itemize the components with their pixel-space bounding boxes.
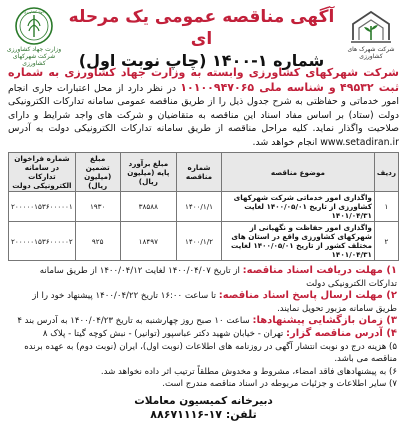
cell-row: ۱: [374, 192, 398, 222]
col-number: شماره مناقصه: [177, 153, 222, 192]
col-subject: موضوع مناقصه: [221, 153, 374, 192]
intro-body: در نظر دارد از محل اعتبارات جاری انجام امور خدماتی و حفاظتی به شرح جدول ذیل را از طریق مناقصه عمومی سامانه تدارکات الکترونیکی دولت (ستاد) بر اساس مفاد اسناد این مناقصه به متقاضیان و شرکت های واجد شرایط و دارای صلاحیت واگذار نماید. کلیه مراحل مناقصه از طریق سامانه تدارکات الکترونیکی دولت به آدرس www.setadiran.ir انجام خواهد شد.: [8, 82, 399, 148]
cell-row: ۲: [374, 222, 398, 261]
cell-guarantee: ۹۲۵: [75, 222, 120, 261]
condition-text: تا ساعت ۱۶:۰۰ تاریخ ۱۴۰۰/۰۴/۲۲ پیشنهاد خود را از طریق سامانه مزبور تحویل نمایند.: [32, 291, 397, 314]
phone-number: تلفن: ۱۷-۸۸۶۷۱۱۱۶: [150, 407, 257, 421]
greenhouse-logo-icon: [349, 6, 393, 46]
condition-text: ساعت ۱۰ صبح روز چهارشنبه به تاریخ ۱۴۰۰/۰۴/۲۳ به آدرس بند ۴: [17, 316, 253, 327]
company-lead: شرکت شهرکهای کشاورزی وابسته به وزارت جهاد کشاورزی به شماره ثبت ۴۹۵۳۲: [8, 66, 399, 94]
notice-title: آگهی مناقصه عمومی یک مرحله ای: [68, 7, 335, 49]
company-logo: [341, 6, 401, 60]
cell-call-number: ۲۰۰۰۰۰۱۵۳۶۰۰۰۰۰۲: [9, 222, 76, 261]
company-caption: شرکت شهرکهای کشاورزی: [12, 53, 56, 67]
col-row: ردیف: [374, 153, 398, 192]
condition-label: ۴) آدرس مناقصه گزار:: [286, 327, 397, 339]
cell-estimate: ۳۸۵۸۸: [120, 192, 177, 222]
notice-header: [4, 4, 403, 70]
cell-number: ۱۴۰۰/۱/۲: [177, 222, 222, 261]
condition-text: از تاریخ ۱۴۰۰/۰۴/۰۷ لغایت ۱۴۰۰/۰۴/۱۲ از طریق سامانه تدارکات الکترونیکی دولت: [39, 266, 397, 289]
col-call-number: شماره فراخوان در سامانه تدارکات الکترونیکی دولت: [9, 153, 76, 192]
notice-conditions: [4, 265, 403, 391]
table-row: [9, 222, 399, 261]
ministry-caption: وزارت جهاد کشاورزی: [6, 46, 62, 53]
condition-text: ۷) سایر اطلاعات و جزئیات مربوطه در اسناد مناقصه مندرج است.: [162, 379, 397, 390]
condition-text: ۶) به پیشنهادهای فاقد امضاء، مشروط و مخدوش مطلقاً ترتیب اثر داده نخواهد شد.: [100, 366, 397, 377]
cell-subject: واگذاری امور حفاظت و نگهبانی از شهرکهای کشاورزی واقع در استان های مختلف کشور از تاریخ ۱۴۰۰/۰۵/۰۱ لغایت ۱۴۰۱/۰۴/۳۱: [221, 222, 374, 261]
emblem-text: جهاد کشاورزی: [23, 10, 45, 15]
cell-number: ۱۴۰۰/۱/۱: [177, 192, 222, 222]
table-header-row: [9, 153, 399, 192]
condition-text: ۵) هزینه درج دو نوبت انتشار آگهی در روزنامه های اطلاعات (نوبت اول)، ایران (نوبت دوم) به عهده برنده مناقصه می باشد.: [24, 341, 397, 365]
condition-item: [10, 341, 397, 366]
condition-label: ۱) مهلت دریافت اسناد مناقصه:: [242, 265, 397, 276]
condition-label: ۳) زمان بازگشایی پیشنهادها:: [252, 315, 397, 327]
tender-table: [8, 152, 399, 261]
cell-estimate: ۱۸۴۹۷: [120, 222, 177, 261]
ministry-logo: [6, 6, 62, 67]
company-logo-caption: شرکت شهرک های کشاورزی: [347, 46, 395, 60]
secretariat-name: دبیرخانه کمیسیون معاملات: [134, 394, 273, 407]
tender-notice: [4, 4, 403, 436]
cell-subject: واگذاری امور خدماتی شرکت شهرکهای کشاورزی از تاریخ ۱۴۰۰/۰۵/۰۱ لغایت ۱۴۰۱/۰۴/۳۱: [221, 192, 374, 222]
national-id: و شناسه ملی ۱۰۱۰۰۹۴۷۰۶۵: [180, 80, 336, 94]
notice-intro: [4, 66, 403, 149]
wheat-emblem-icon: [14, 6, 54, 46]
notice-title-block: [66, 6, 337, 72]
col-guarantee: مبلغ تضمین (میلیون ریال): [75, 153, 120, 192]
condition-item: [10, 328, 397, 341]
col-estimate: مبلغ برآورد پایه (میلیون ریال): [120, 153, 177, 192]
condition-item: [10, 290, 397, 315]
condition-item: [10, 265, 397, 290]
notice-footer: [4, 394, 403, 422]
condition-item: [10, 366, 397, 379]
condition-text: تهران - خیابان شهید دکتر عباسپور (توانیر) - نبش کوچه گیتا - پلاک ۸: [42, 328, 287, 339]
cell-guarantee: ۱۹۳۰: [75, 192, 120, 222]
table-row: [9, 192, 399, 222]
cell-call-number: ۲۰۰۰۰۰۱۵۳۶۰۰۰۰۰۱: [9, 192, 76, 222]
notice-number: شماره ۱-۱۴۰۰ (چاپ نوبت اول): [78, 51, 325, 70]
condition-item: [10, 315, 397, 328]
condition-label: ۲) مهلت ارسال پاسخ اسناد مناقصه:: [218, 290, 397, 302]
condition-item: [10, 378, 397, 391]
